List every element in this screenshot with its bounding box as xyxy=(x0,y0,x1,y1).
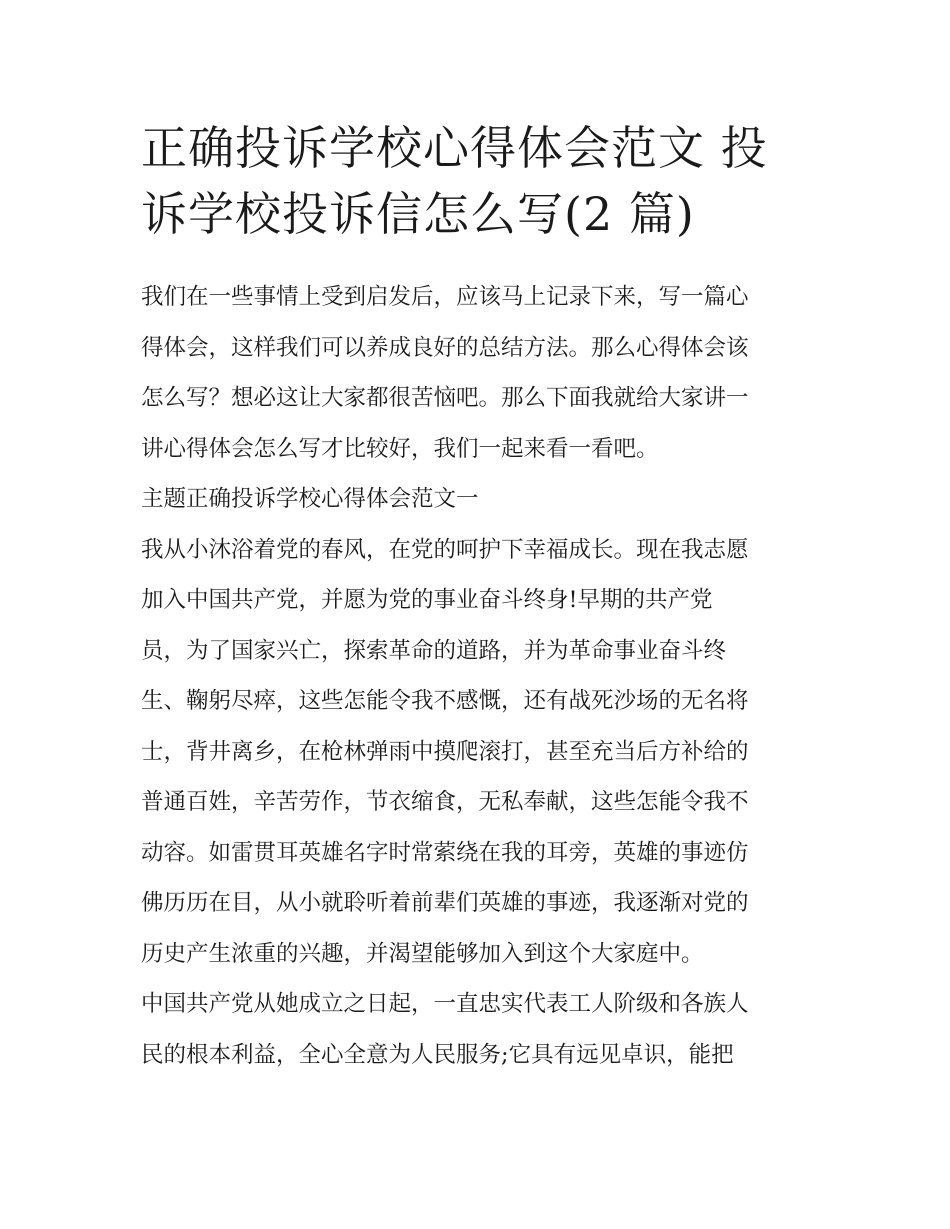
body-line: 我从小沐浴着党的春风，在党的呵护下幸福成长。现在我志愿 xyxy=(141,536,749,563)
document-body xyxy=(141,272,813,1080)
body-line: 生、鞠躬尽瘁，这些怎能令我不感慨，还有战死沙场的无名将 xyxy=(141,688,749,714)
body-line: 中国共产党从她成立之日起，一直忠实代表工人阶级和各族人 xyxy=(141,991,749,1017)
body-line: 我们在一些事情上受到启发后，应该马上记录下来，写一篇心 xyxy=(141,284,749,310)
document-content xyxy=(141,118,813,1080)
body-line: 员，为了国家兴亡，探索革命的道路，并为革命事业奋斗终 xyxy=(141,637,727,664)
title-line: 诉学校投诉信怎么写(2 篇) xyxy=(141,187,695,241)
title-line: 正确投诉学校心得体会范文 投 xyxy=(141,121,768,175)
body-line: 历史产生浓重的兴趣，并渴望能够加入到这个大家庭中。 xyxy=(141,940,704,967)
body-line: 士，背井离乡，在枪林弹雨中摸爬滚打，甚至充当后方补给的 xyxy=(141,738,749,765)
body-line: 讲心得体会怎么写才比较好，我们一起来看一看吧。 xyxy=(141,435,659,462)
body-line: 普通百姓，辛苦劳作，节衣缩食，无私奉献，这些怎能令我不 xyxy=(141,789,749,815)
body-line: 民的根本利益，全心全意为人民服务;它具有远见卓识，能把 xyxy=(141,1041,734,1068)
body-line: 得体会，这样我们可以养成良好的总结方法。那么心得体会该 xyxy=(141,334,749,361)
document-title xyxy=(141,118,813,244)
section-heading: 主题正确投诉学校心得体会范文一 xyxy=(141,486,479,512)
body-line: 怎么写？想必这让大家都很苦恼吧。那么下面我就给大家讲一 xyxy=(141,385,749,411)
body-line: 佛历历在目，从小就聆听着前辈们英雄的事迹，我逐渐对党的 xyxy=(141,890,749,916)
body-line: 动容。如雷贯耳英雄名字时常萦绕在我的耳旁，英雄的事迹仿 xyxy=(141,839,749,866)
body-line: 加入中国共产党，并愿为党的事业奋斗终身!早期的共产党 xyxy=(141,587,713,613)
